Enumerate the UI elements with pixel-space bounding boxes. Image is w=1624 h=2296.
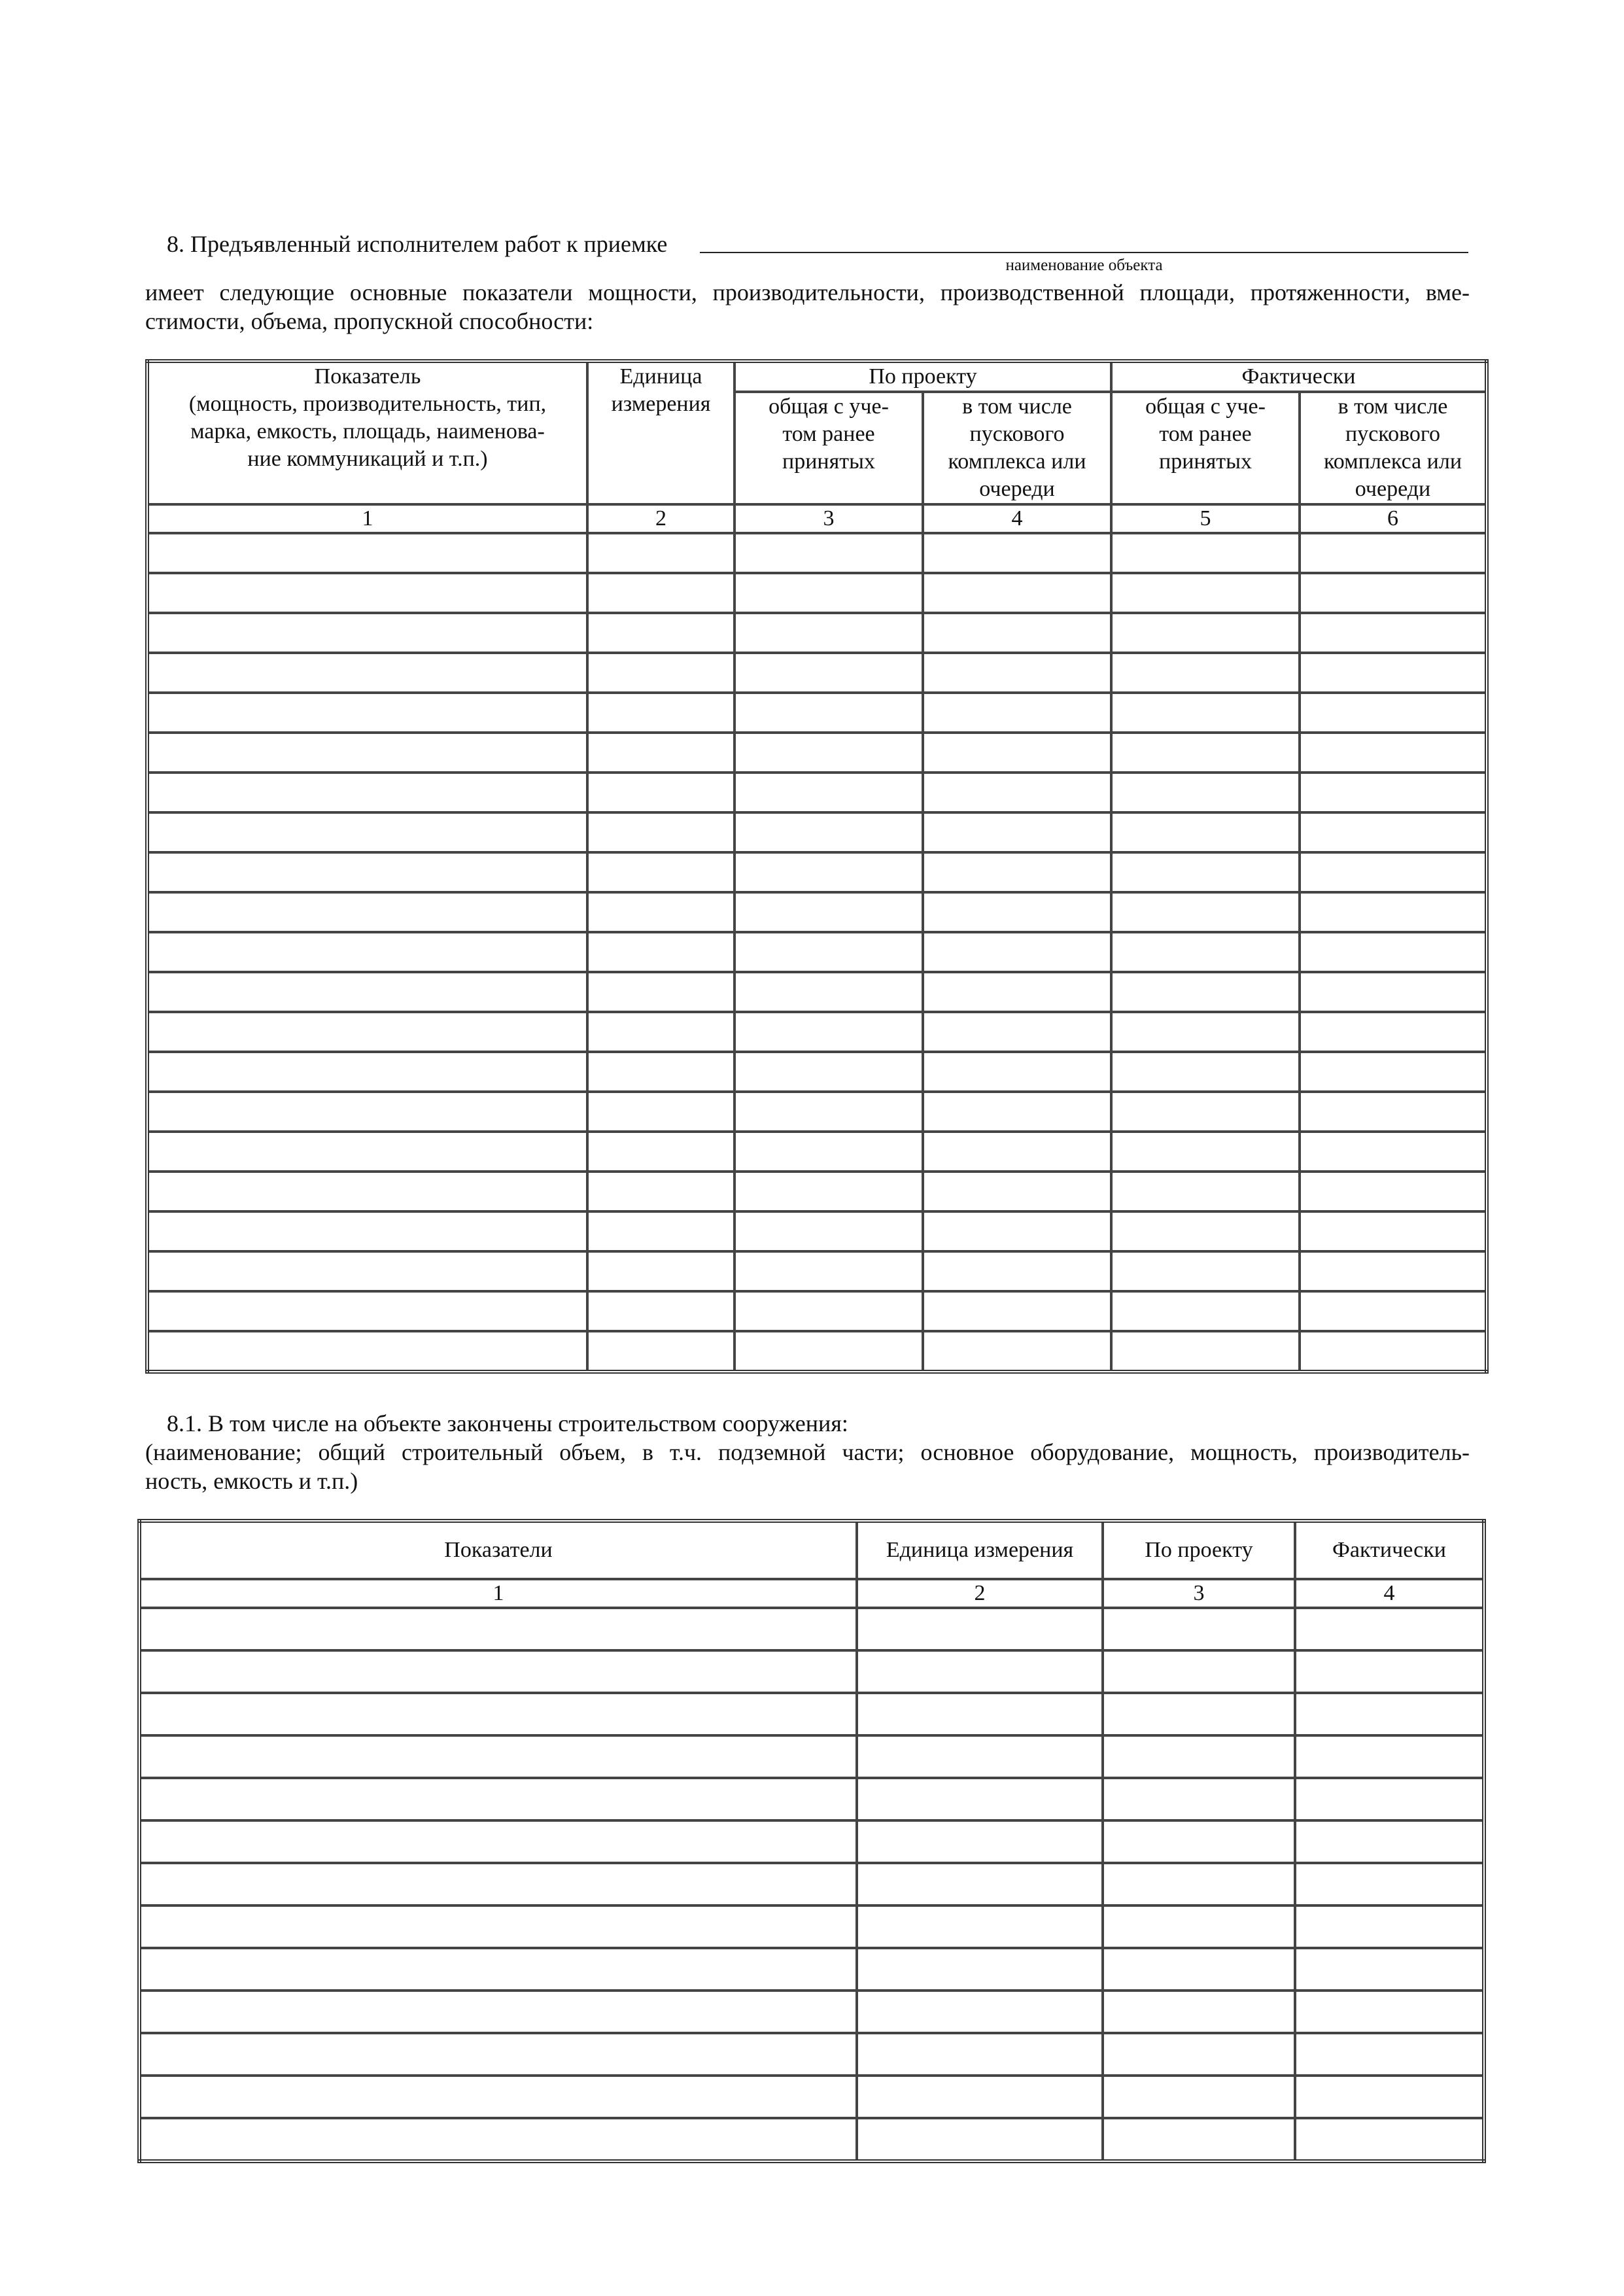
table-cell[interactable] [139,1693,857,1735]
table-cell[interactable] [147,733,587,773]
table-cell[interactable] [734,613,923,653]
table1-row [147,573,1487,613]
column-number: 6 [1300,504,1487,533]
table-cell[interactable] [734,1052,923,1092]
table-cell[interactable] [587,1172,734,1211]
column-number: 4 [1295,1579,1484,1608]
table1-row [147,613,1487,653]
table-cell[interactable] [857,2033,1103,2076]
table-cell[interactable] [734,1132,923,1172]
table-cell[interactable] [857,1948,1103,1991]
table-cell[interactable] [1300,1132,1487,1172]
header-by-project: По проекту [734,361,1111,392]
table-cell[interactable] [923,1291,1111,1331]
table-cell[interactable] [1295,1778,1484,1820]
table-cell[interactable] [147,1052,587,1092]
table-cell[interactable] [1111,733,1300,773]
table-cell[interactable] [1111,653,1300,693]
table-cell[interactable] [1111,1132,1300,1172]
structures-table [137,1519,1486,2163]
table-cell[interactable] [923,972,1111,1012]
table-cell[interactable] [587,773,734,812]
table-cell[interactable] [923,1012,1111,1052]
table-cell[interactable] [734,1291,923,1331]
table-cell[interactable] [857,1693,1103,1735]
table-cell[interactable] [1111,1092,1300,1132]
table-cell[interactable] [587,892,734,932]
table1-row [147,1092,1487,1132]
column-number: 2 [587,504,734,533]
table-cell[interactable] [1111,1291,1300,1331]
table-cell[interactable] [147,693,587,733]
table-cell[interactable] [734,653,923,693]
table-cell[interactable] [923,693,1111,733]
table-cell[interactable] [147,1172,587,1211]
table-cell[interactable] [857,2076,1103,2118]
table-cell[interactable] [923,733,1111,773]
table-cell[interactable] [1300,573,1487,613]
table-cell[interactable] [923,812,1111,852]
object-name-caption: наименование объекта [1005,256,1163,274]
table-cell[interactable] [734,812,923,852]
table-cell[interactable] [587,932,734,972]
table-cell[interactable] [857,1778,1103,1820]
table-cell[interactable] [1300,1251,1487,1291]
table-cell[interactable] [139,1735,857,1778]
table-cell[interactable] [1111,573,1300,613]
table-cell[interactable] [923,773,1111,812]
table1-row [147,693,1487,733]
table-cell[interactable] [1295,1820,1484,1863]
table-cell[interactable] [1111,693,1300,733]
table-cell[interactable] [734,972,923,1012]
table-cell[interactable] [734,892,923,932]
table-cell[interactable] [147,1251,587,1291]
table-cell[interactable] [1111,1012,1300,1052]
table-cell[interactable] [139,2076,857,2118]
table-cell[interactable] [139,1948,857,1991]
table-cell[interactable] [1295,1905,1484,1948]
table-cell[interactable] [147,1012,587,1052]
table-cell[interactable] [1111,932,1300,972]
table-cell[interactable] [1111,852,1300,892]
table-cell[interactable] [147,812,587,852]
table-cell[interactable] [857,1863,1103,1905]
table2-row [139,2076,1484,2118]
table-cell[interactable] [857,1905,1103,1948]
table-cell[interactable] [923,1132,1111,1172]
table-cell[interactable] [587,533,734,573]
table-cell[interactable] [857,1991,1103,2033]
table-cell[interactable] [587,852,734,892]
table-cell[interactable] [1103,1948,1295,1991]
table2-row [139,1820,1484,1863]
table-cell[interactable] [587,1251,734,1291]
table2-row [139,1905,1484,1948]
table-cell[interactable] [139,1778,857,1820]
table-cell[interactable] [139,1905,857,1948]
header-project-total: общая с уче- том ранее принятых [734,392,923,504]
table-cell[interactable] [587,693,734,733]
table-cell[interactable] [734,1331,923,1372]
table1-column-numbers [147,504,1487,533]
table-cell[interactable] [1295,1948,1484,1991]
table-cell[interactable] [923,892,1111,932]
table-cell[interactable] [1300,1052,1487,1092]
table1-row [147,733,1487,773]
table1-row [147,1132,1487,1172]
table1-row [147,773,1487,812]
table-cell[interactable] [923,1092,1111,1132]
header-actual: Фактически [1111,361,1487,392]
table-cell[interactable] [139,1991,857,2033]
table2-row [139,1608,1484,1650]
table2-row [139,2118,1484,2161]
table-cell[interactable] [587,1291,734,1331]
table-cell[interactable] [1295,1608,1484,1650]
table1-row [147,533,1487,573]
table-cell[interactable] [1300,773,1487,812]
table-cell[interactable] [923,1211,1111,1251]
header-indicators: Показатели [139,1521,857,1579]
header-indicator: Показатель (мощность, производительность, тип, марка, емкость, площадь, наименова- ние коммуникаций и т.п.) [147,361,587,504]
table-cell[interactable] [1300,1331,1487,1372]
section8-intro: 8. Предъявленный исполнителем работ к приемке [167,231,668,257]
table-cell[interactable] [1103,1863,1295,1905]
table-cell[interactable] [1111,773,1300,812]
table-cell[interactable] [587,1052,734,1092]
table-cell[interactable] [923,1172,1111,1211]
table-cell[interactable] [1103,2076,1295,2118]
table-cell[interactable] [147,613,587,653]
table-cell[interactable] [587,1092,734,1132]
table-cell[interactable] [734,1012,923,1052]
table2-row [139,1948,1484,1991]
table-cell[interactable] [147,1291,587,1331]
table-cell[interactable] [1300,693,1487,733]
table-cell[interactable] [587,972,734,1012]
table-cell[interactable] [1295,1650,1484,1693]
table-cell[interactable] [1295,2118,1484,2161]
column-number: 1 [147,504,587,533]
table-cell[interactable] [139,2033,857,2076]
table2-column-numbers [139,1579,1484,1608]
table-cell[interactable] [1300,1012,1487,1052]
table-cell[interactable] [147,852,587,892]
table-cell[interactable] [147,533,587,573]
header-actual-including: в том числе пускового комплекса или очереди [1300,392,1487,504]
table-cell[interactable] [147,573,587,613]
header-by-project: По проекту [1103,1521,1295,1579]
table-cell[interactable] [923,533,1111,573]
column-number: 3 [734,504,923,533]
table-cell[interactable] [857,1820,1103,1863]
table-cell[interactable] [1295,1863,1484,1905]
table-cell[interactable] [1300,892,1487,932]
header-actual: Фактически [1295,1521,1484,1579]
table1-row [147,1052,1487,1092]
column-number: 2 [857,1579,1103,1608]
table-cell[interactable] [147,773,587,812]
table-cell[interactable] [1103,1608,1295,1650]
table-cell[interactable] [1103,1820,1295,1863]
table1-row [147,1251,1487,1291]
table-cell[interactable] [1103,2118,1295,2161]
indicators-table [145,359,1489,1374]
table-cell[interactable] [1111,1172,1300,1211]
table-cell[interactable] [1111,892,1300,932]
table-cell[interactable] [734,533,923,573]
header-unit: Единица измерения [587,361,734,504]
table-cell[interactable] [1111,972,1300,1012]
table-cell[interactable] [1103,1693,1295,1735]
table-cell[interactable] [587,613,734,653]
table2-row [139,1650,1484,1693]
table1-row [147,653,1487,693]
table1-row [147,852,1487,892]
table-cell[interactable] [587,653,734,693]
section8-text-line2: имеет следующие основные показатели мощности, производительности, производственной площади, протяженности, вме- [145,279,1470,305]
table-cell[interactable] [734,1251,923,1291]
table2-header-row [139,1521,1484,1579]
table1-row [147,1211,1487,1251]
section81-text-line3: ность, емкость и т.п.) [145,1468,358,1494]
table-cell[interactable] [923,852,1111,892]
table-cell[interactable] [1111,1331,1300,1372]
table-cell[interactable] [857,1608,1103,1650]
table-cell[interactable] [923,1331,1111,1372]
table-cell[interactable] [587,573,734,613]
table-cell[interactable] [734,573,923,613]
header-actual-total: общая с уче- том ранее принятых [1111,392,1300,504]
table1-row [147,1331,1487,1372]
table-cell[interactable] [734,1172,923,1211]
table-cell[interactable] [1295,1735,1484,1778]
table-cell[interactable] [1111,1251,1300,1291]
table2-row [139,2033,1484,2076]
table-cell[interactable] [734,852,923,892]
column-number: 3 [1103,1579,1295,1608]
table-cell[interactable] [147,932,587,972]
table-cell[interactable] [147,653,587,693]
table-cell[interactable] [734,1092,923,1132]
table-cell[interactable] [1300,613,1487,653]
table-cell[interactable] [147,1132,587,1172]
header-project-including: в том числе пускового комплекса или очереди [923,392,1111,504]
table-cell[interactable] [1103,1778,1295,1820]
table2-row [139,1693,1484,1735]
table-cell[interactable] [1300,1291,1487,1331]
table1-header-row-1 [147,361,1487,392]
column-number: 5 [1111,504,1300,533]
table-cell[interactable] [587,1012,734,1052]
column-number: 1 [139,1579,857,1608]
table-cell[interactable] [734,1211,923,1251]
table1-row [147,1172,1487,1211]
table1-row [147,892,1487,932]
table-cell[interactable] [587,1331,734,1372]
table-cell[interactable] [923,932,1111,972]
table-cell[interactable] [139,2118,857,2161]
column-number: 4 [923,504,1111,533]
table-cell[interactable] [1111,533,1300,573]
table-cell[interactable] [139,1820,857,1863]
table-cell[interactable] [1300,812,1487,852]
header-unit: Единица измерения [857,1521,1103,1579]
table-cell[interactable] [147,1211,587,1251]
table-cell[interactable] [734,693,923,733]
table-cell[interactable] [147,972,587,1012]
table2-row [139,1863,1484,1905]
table-cell[interactable] [139,1650,857,1693]
table-cell[interactable] [587,812,734,852]
table-cell[interactable] [1295,2033,1484,2076]
table-cell[interactable] [1103,1735,1295,1778]
table-cell[interactable] [734,733,923,773]
table2-row [139,1778,1484,1820]
table-cell[interactable] [1300,733,1487,773]
table-cell[interactable] [1295,2076,1484,2118]
table-cell[interactable] [1295,1693,1484,1735]
table-cell[interactable] [1103,2033,1295,2076]
table-cell[interactable] [734,932,923,972]
table-cell[interactable] [857,2118,1103,2161]
table-cell[interactable] [147,892,587,932]
table-cell[interactable] [139,1863,857,1905]
table-cell[interactable] [147,1331,587,1372]
table-cell[interactable] [587,1211,734,1251]
table-cell[interactable] [1103,1991,1295,2033]
table-cell[interactable] [1300,972,1487,1012]
table-cell[interactable] [1111,812,1300,852]
table-cell[interactable] [587,733,734,773]
table-cell[interactable] [147,1092,587,1132]
table-cell[interactable] [1300,1211,1487,1251]
table-cell[interactable] [1300,932,1487,972]
object-name-field[interactable] [700,247,1468,253]
table-cell[interactable] [923,613,1111,653]
table2-row [139,1735,1484,1778]
table-cell[interactable] [857,1735,1103,1778]
table-cell[interactable] [923,1052,1111,1092]
table-cell[interactable] [1111,1211,1300,1251]
table1-row [147,1012,1487,1052]
table-cell[interactable] [1295,1991,1484,2033]
table-cell[interactable] [1300,653,1487,693]
table-cell[interactable] [923,1251,1111,1291]
table-cell[interactable] [923,573,1111,613]
table-cell[interactable] [1103,1650,1295,1693]
table-cell[interactable] [1300,852,1487,892]
table1-row [147,972,1487,1012]
section8-text-line3: стимости, объема, пропускной способности: [145,308,594,334]
section81-title: 8.1. В том числе на объекте закончены строительством сооружения: [167,1410,848,1436]
table1-row [147,1291,1487,1331]
table1-row [147,812,1487,852]
table-cell[interactable] [923,653,1111,693]
table2-row [139,1991,1484,2033]
section81-text-line2: (наименование; общий строительный объем, в т.ч. подземной части; основное оборудование, мощность, производитель- [145,1439,1470,1465]
table-cell[interactable] [857,1650,1103,1693]
table-cell[interactable] [139,1608,857,1650]
table-cell[interactable] [1300,1092,1487,1132]
table1-row [147,932,1487,972]
table-cell[interactable] [734,773,923,812]
table-cell[interactable] [1103,1905,1295,1948]
table-cell[interactable] [1111,1052,1300,1092]
table-cell[interactable] [1300,1172,1487,1211]
table-cell[interactable] [1300,533,1487,573]
table-cell[interactable] [587,1132,734,1172]
table-cell[interactable] [1111,613,1300,653]
